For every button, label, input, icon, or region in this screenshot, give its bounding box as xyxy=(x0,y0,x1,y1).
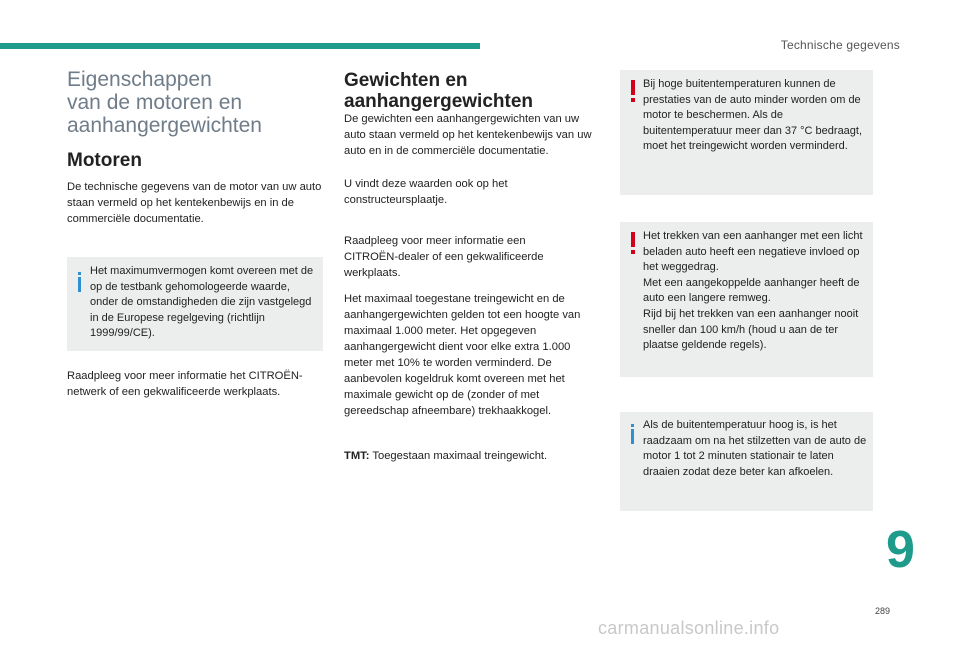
info-icon xyxy=(631,429,634,444)
tmt-definition xyxy=(344,448,602,464)
info-box-text: Het maximumvermogen komt overeen met de op de testbank gehomologeerde waarde, onder de omstandigheden die zijn vastgelegd in de Europese regelgeving (richtlijn 1999/99/CE). xyxy=(90,265,314,340)
info-icon xyxy=(78,277,81,292)
page-number: 289 xyxy=(874,606,890,616)
section-label: Technische gegevens xyxy=(780,38,900,52)
warning-icon xyxy=(628,232,638,254)
motoren-more-info-paragraph: Raadpleeg voor meer informatie het CITROËN-netwerk of een gekwalificeerde werkplaats. xyxy=(67,370,303,398)
warning-box-towing xyxy=(620,222,873,377)
page-title xyxy=(67,68,327,137)
page-title-line-3: aanhangergewichten xyxy=(67,114,262,137)
info-box-cooling xyxy=(620,412,873,511)
page-title-line-1: Eigenschappen xyxy=(67,68,212,91)
watermark: carmanualsonline.info xyxy=(598,618,780,638)
dealer-info-paragraph: Raadpleeg voor meer informatie een CITROËN-dealer of een gekwalificeerde werkplaats. xyxy=(344,235,544,279)
heading-gewichten-line-2: aanhangergewichten xyxy=(344,91,533,112)
warning-icon xyxy=(628,80,638,102)
gewichten-intro-paragraph: De gewichten een aanhangergewichten van uw auto staan vermeld op het kentekenbewijs van uw auto en in de commerciële documentatie. xyxy=(344,113,592,157)
tmt-label: TMT: xyxy=(344,450,370,462)
page-title-line-2: van de motoren en xyxy=(67,91,243,114)
heading-gewichten-line-1: Gewichten en xyxy=(344,70,468,91)
constructeursplaatje-paragraph: U vindt deze waarden ook op het constructeursplaatje. xyxy=(344,178,508,206)
heading-motoren: Motoren xyxy=(67,150,142,171)
chapter-number: 9 xyxy=(886,521,915,579)
treingewicht-paragraph: Het maximaal toegestane treingewicht en de aanhangergewichten gelden tot een hoogte van maximaal 1.000 meter. Het opgegeven aanhangergewicht dient voor elke extra 1.000 meter met 10% te worden verminderd. De aanbevolen kogeldruk komt overeen met het maximale gewicht op de (zonder of met gereedschap afneembare) trekhaakkogel. xyxy=(344,293,581,417)
header-accent-bar xyxy=(0,43,480,49)
info-box-text: Als de buitentemperatuur hoog is, is het raadzaam om na het stilzetten van de auto de motor 1 tot 2 minuten stationair te laten draaien zodat deze beter kan afkoelen. xyxy=(643,419,867,478)
motoren-intro-paragraph: De technische gegevens van de motor van uw auto staan vermeld op het kentekenbewijs en in de commerciële documentatie. xyxy=(67,181,322,225)
warning-box-text: Het trekken van een aanhanger met een licht beladen auto heeft een negatieve invloed op het weggedrag. Met een aangekoppelde aanhanger heeft de auto een langere remweg. Rijd bij het trekken van een aanhanger nooit sneller dan 100 km/h (houd u aan de ter plaatse geldende regels). xyxy=(643,230,863,352)
warning-box-temperature xyxy=(620,70,873,195)
info-box-maximumvermogen xyxy=(67,257,323,351)
warning-box-text: Bij hoge buitentemperaturen kunnen de prestaties van de auto minder worden om de motor te beschermen. Als de buitentemperatuur meer dan 37 °C bedraagt, moet het treingewicht worden verminderd. xyxy=(643,78,863,153)
heading-gewichten xyxy=(344,70,604,112)
tmt-text: Toegestaan maximaal treingewicht. xyxy=(369,450,548,462)
